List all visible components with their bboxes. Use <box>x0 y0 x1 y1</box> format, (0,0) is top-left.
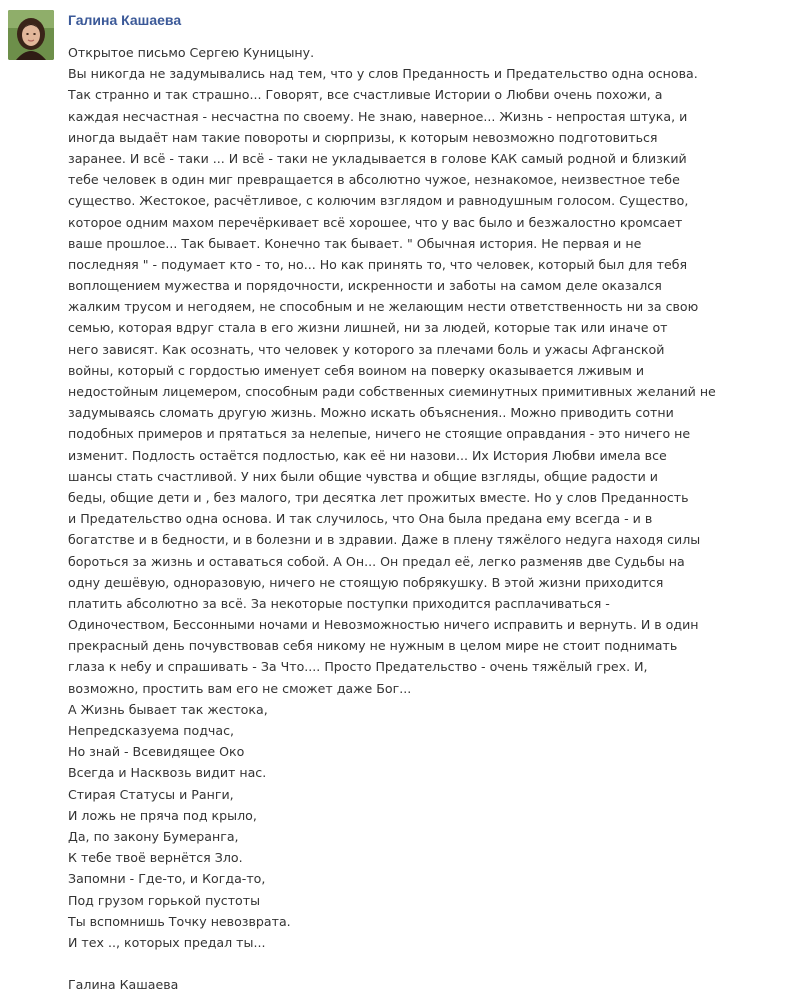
prose-line: семью, которая вдруг стала в его жизни лишней, ни за людей, которые так или иначе от <box>68 320 668 336</box>
prose-line: бороться за жизнь и оставаться собой. А Он... Он предал её, легко разменяв две Судьбы на <box>68 553 685 569</box>
prose-line: войны, который с гордостью именует себя воином на поверку оказывается лживым и <box>68 362 645 378</box>
prose-line: недостойным лицемером, способным ради собственных сиеминутных примитивных желаний не <box>68 384 716 399</box>
prose-line: ваше прошлое... Так бывает. Конечно так бывает. " Обычная история. Не первая и не <box>68 235 642 251</box>
prose-line: одну дешёвую, одноразовую, ничего не стоящую побрякушку. В этой жизни приходится <box>68 574 664 590</box>
prose-line: возможно, простить вам его не сможет даже Бог... <box>68 680 412 696</box>
poem-line: И ложь не пряча под крыло, <box>68 807 257 823</box>
poem-line: А Жизнь бывает так жестока, <box>68 701 268 717</box>
poem-line: Но знай - Всевидящее Око <box>68 744 245 760</box>
poem-line: Всегда и Насквозь видит нас. <box>68 765 267 781</box>
prose-line: каждая несчастная - несчастна по своему. Не знаю, наверное... Жизнь - непростая штука, и <box>68 108 688 124</box>
prose-line: жалким трусом и негодяем, не способным и не желающим нести ответственность ни за свою <box>68 299 699 315</box>
poem-line: Под грузом горькой пустоты <box>68 892 261 908</box>
prose-line: него зависят. Как осознать, что человек у которого за плечами боль и ужасы Афганской <box>68 341 665 357</box>
prose-line: иногда выдаёт нам такие повороты и сюрпризы, к которым невозможно подготовиться <box>68 129 658 145</box>
prose-line: Вы никогда не задумывались над тем, что у слов Преданность и Предательство одна основа. <box>68 66 698 82</box>
prose-line: беды, общие дети и , без малого, три десятка лет прожитых вместе. Но у слов Преданность <box>68 489 689 505</box>
post-signature: Галина Кашаева <box>68 977 179 993</box>
post-poem <box>68 699 780 953</box>
poem-line: Ты вспомнишь Точку невозврата. <box>68 913 291 929</box>
prose-line: изменит. Подлость остаётся подлостью, как её ни назови... Их История Любви имела все <box>68 447 667 463</box>
poem-line: И тех .., которых предал ты... <box>68 934 266 950</box>
poem-line: К тебе твоё вернётся Зло. <box>68 850 243 866</box>
prose-line: существо. Жестокое, расчётливое, с колючим взглядом и равнодушным голосом. Существо, <box>68 193 689 209</box>
avatar[interactable] <box>8 10 54 60</box>
prose-line: богатстве и в бедности, и в болезни и в здравии. Даже в плену тяжёлого недуга находя силы <box>68 532 701 548</box>
prose-line: тебе человек в один миг превращается в абсолютно чужое, незнакомое, неизвестное тебе <box>68 172 680 188</box>
prose-line: Одиночеством, Бессонными ночами и Невозможностью ничего исправить и вернуть. И в один <box>68 617 699 633</box>
prose-line: шансы стать счастливой. У них были общие чувства и общие взгляды, общие радости и <box>68 468 658 484</box>
poem-line: Непредсказуема подчас, <box>68 723 235 738</box>
prose-line: платить абсолютно за всё. За некоторые поступки приходится расплачиваться - <box>68 595 610 611</box>
prose-line: глаза к небу и спрашивать - За Что.... Просто Предательство - очень тяжёлый грех. И, <box>68 659 648 675</box>
post-body <box>68 42 780 995</box>
prose-line: прекрасный день почувствовав себя никому не нужным в целом мире не стоит поднимать <box>68 638 678 654</box>
prose-line: задумываясь сломать другую жизнь. Можно искать объяснения.. Можно приводить сотни <box>68 405 674 421</box>
prose-line: воплощением мужества и порядочности, искренности и заботы на самом деле оказался <box>68 278 662 294</box>
poem-line: Стирая Статусы и Ранги, <box>68 786 234 802</box>
author-name-link[interactable]: Галина Кашаева <box>68 12 182 28</box>
prose-line: которое одним махом перечёркивает всё хорошее, что у вас было и безжалостно кромсает <box>68 214 683 230</box>
prose-line: заранее. И всё - таки ... И всё - таки не укладывается в голове КАК самый родной и близкий <box>68 150 687 166</box>
poem-line: Запомни - Где-то, и Когда-то, <box>68 871 266 887</box>
prose-line: последняя " - подумает кто - то, но... Но как принять то, что человек, который был для тебя <box>68 256 688 272</box>
prose-line: подобных примеров и прятаться за нелепые, ничего не стоящие оправдания - это ничего не <box>68 426 691 442</box>
profile-photo-icon <box>8 10 54 60</box>
prose-line: и Предательство одна основа. И так случилось, что Она была предана ему всегда - и в <box>68 511 653 527</box>
prose-line: Так странно и так страшно... Говорят, все счастливые Истории о Любви очень похожи, а <box>68 87 663 103</box>
post-prose <box>68 63 780 699</box>
spacer <box>68 953 780 974</box>
post-title-line: Открытое письмо Сергею Куницыну. <box>68 45 315 60</box>
poem-line: Да, по закону Бумеранга, <box>68 828 239 844</box>
